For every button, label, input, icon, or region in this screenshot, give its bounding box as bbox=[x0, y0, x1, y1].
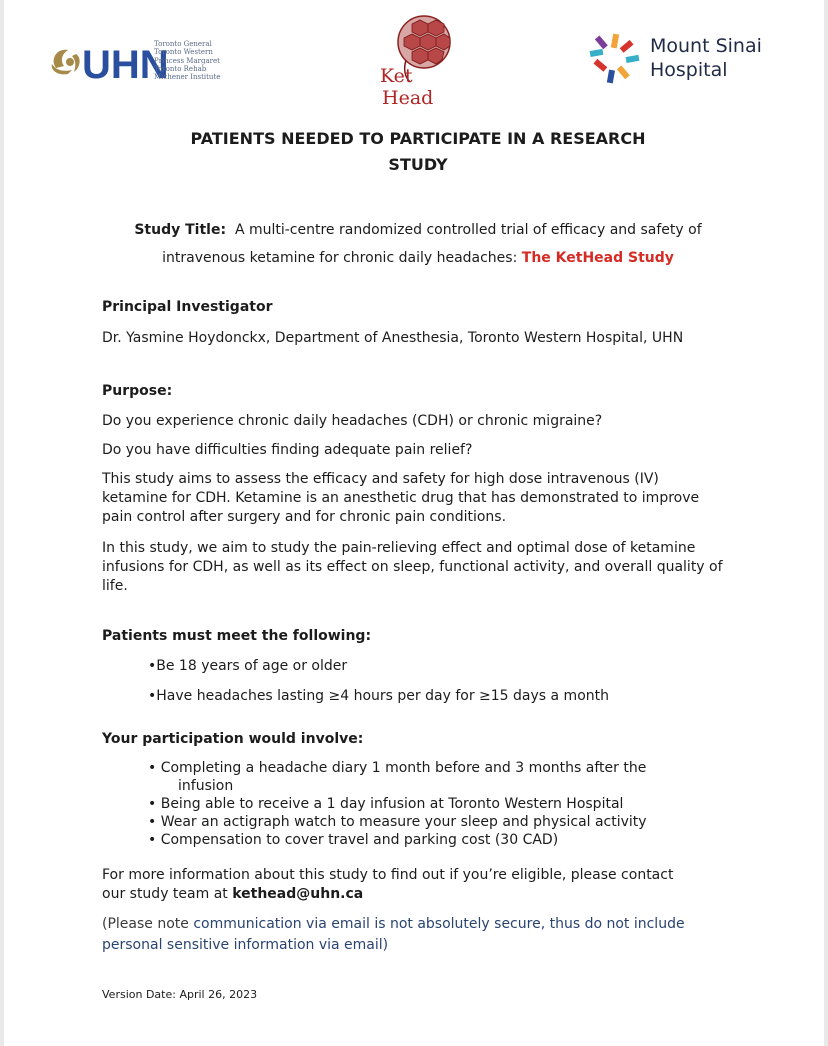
purpose-question-1: Do you experience chronic daily headaches (CDH) or chronic migraine? bbox=[102, 413, 603, 429]
uhn-institution: Toronto Western bbox=[154, 48, 213, 57]
involvement-list bbox=[148, 759, 708, 849]
flyer-page bbox=[4, 0, 824, 1046]
study-name: The KetHead Study bbox=[521, 250, 674, 266]
note-part2: communication via email is not absolutely secure, thus do not include bbox=[193, 916, 685, 932]
involvement-item: • Compensation to cover travel and parking cost (30 CAD) bbox=[148, 832, 559, 848]
involvement-item-continued: infusion bbox=[178, 778, 234, 794]
criteria-heading: Patients must meet the following: bbox=[102, 628, 372, 644]
kethead-word-head: Head bbox=[382, 87, 434, 109]
mount-sinai-wordmark bbox=[650, 34, 762, 82]
uhn-institution: Toronto Rehab bbox=[154, 64, 207, 73]
note-part1: (Please note bbox=[102, 916, 189, 932]
pi-heading: Principal Investigator bbox=[102, 299, 273, 315]
contact-email[interactable]: kethead@uhn.ca bbox=[232, 886, 364, 902]
purpose-paragraph-1: This study aims to assess the efficacy and safety for high dose intravenous (IV) ketamine for CDH. Ketamine is an anesthetic drug that has demonstrated to improve pain control after surgery and for chronic pain conditions. bbox=[102, 471, 700, 525]
contact-line2-prefix: our study team at bbox=[102, 886, 228, 902]
page-title bbox=[104, 126, 732, 178]
uhn-wordmark: UHN bbox=[82, 43, 169, 86]
criteria-item: •Have headaches lasting ≥4 hours per day for ≥15 days a month bbox=[148, 688, 609, 704]
kethead-logo bbox=[376, 10, 466, 110]
purpose-heading: Purpose: bbox=[102, 383, 173, 399]
note-line2: personal sensitive information via email) bbox=[102, 937, 389, 953]
purpose-question-2: Do you have difficulties finding adequate pain relief? bbox=[102, 442, 473, 458]
mount-sinai-line1: Mount Sinai bbox=[650, 35, 762, 57]
uhn-institutions bbox=[154, 40, 220, 81]
version-date: Version Date: April 26, 2023 bbox=[102, 988, 258, 1001]
involvement-item: • Completing a headache diary 1 month before and 3 months after the bbox=[148, 760, 647, 776]
kethead-word-ket: Ket bbox=[380, 65, 413, 87]
contact-line1: For more information about this study to find out if you’re eligible, please contact bbox=[102, 867, 674, 883]
study-title-text-line2: intravenous ketamine for chronic daily headaches: bbox=[162, 250, 518, 266]
uhn-institution: Princess Margaret bbox=[154, 56, 220, 65]
uhn-institution: Toronto General bbox=[154, 40, 212, 48]
uhn-institution: Michener Institute bbox=[154, 73, 221, 82]
mount-sinai-line2: Hospital bbox=[650, 59, 728, 81]
mount-sinai-star-icon bbox=[590, 34, 640, 84]
involvement-item: • Being able to receive a 1 day infusion at Toronto Western Hospital bbox=[148, 796, 624, 812]
purpose-paragraph-2: In this study, we aim to study the pain-relieving effect and optimal dose of ketamine infusions for CDH, as well as its effect on sleep, functional activity, and overall quality of life. bbox=[102, 540, 723, 594]
study-title-text-line1: A multi-centre randomized controlled trial of efficacy and safety of bbox=[234, 222, 702, 238]
study-title-block bbox=[104, 216, 732, 272]
uhn-swirl-icon bbox=[52, 50, 80, 75]
involvement-heading: Your participation would involve: bbox=[102, 731, 364, 747]
contact-block bbox=[102, 866, 742, 904]
criteria-item: •Be 18 years of age or older bbox=[148, 658, 348, 674]
security-note bbox=[102, 914, 742, 956]
page-title-line2: STUDY bbox=[388, 155, 448, 174]
pi-name: Dr. Yasmine Hoydonckx, Department of Anesthesia, Toronto Western Hospital, UHN bbox=[102, 330, 684, 346]
involvement-item: • Wear an actigraph watch to measure your sleep and physical activity bbox=[148, 814, 647, 830]
study-title-label: Study Title: bbox=[134, 222, 227, 238]
page-title-line1: PATIENTS NEEDED TO PARTICIPATE IN A RESEARCH bbox=[190, 129, 646, 148]
